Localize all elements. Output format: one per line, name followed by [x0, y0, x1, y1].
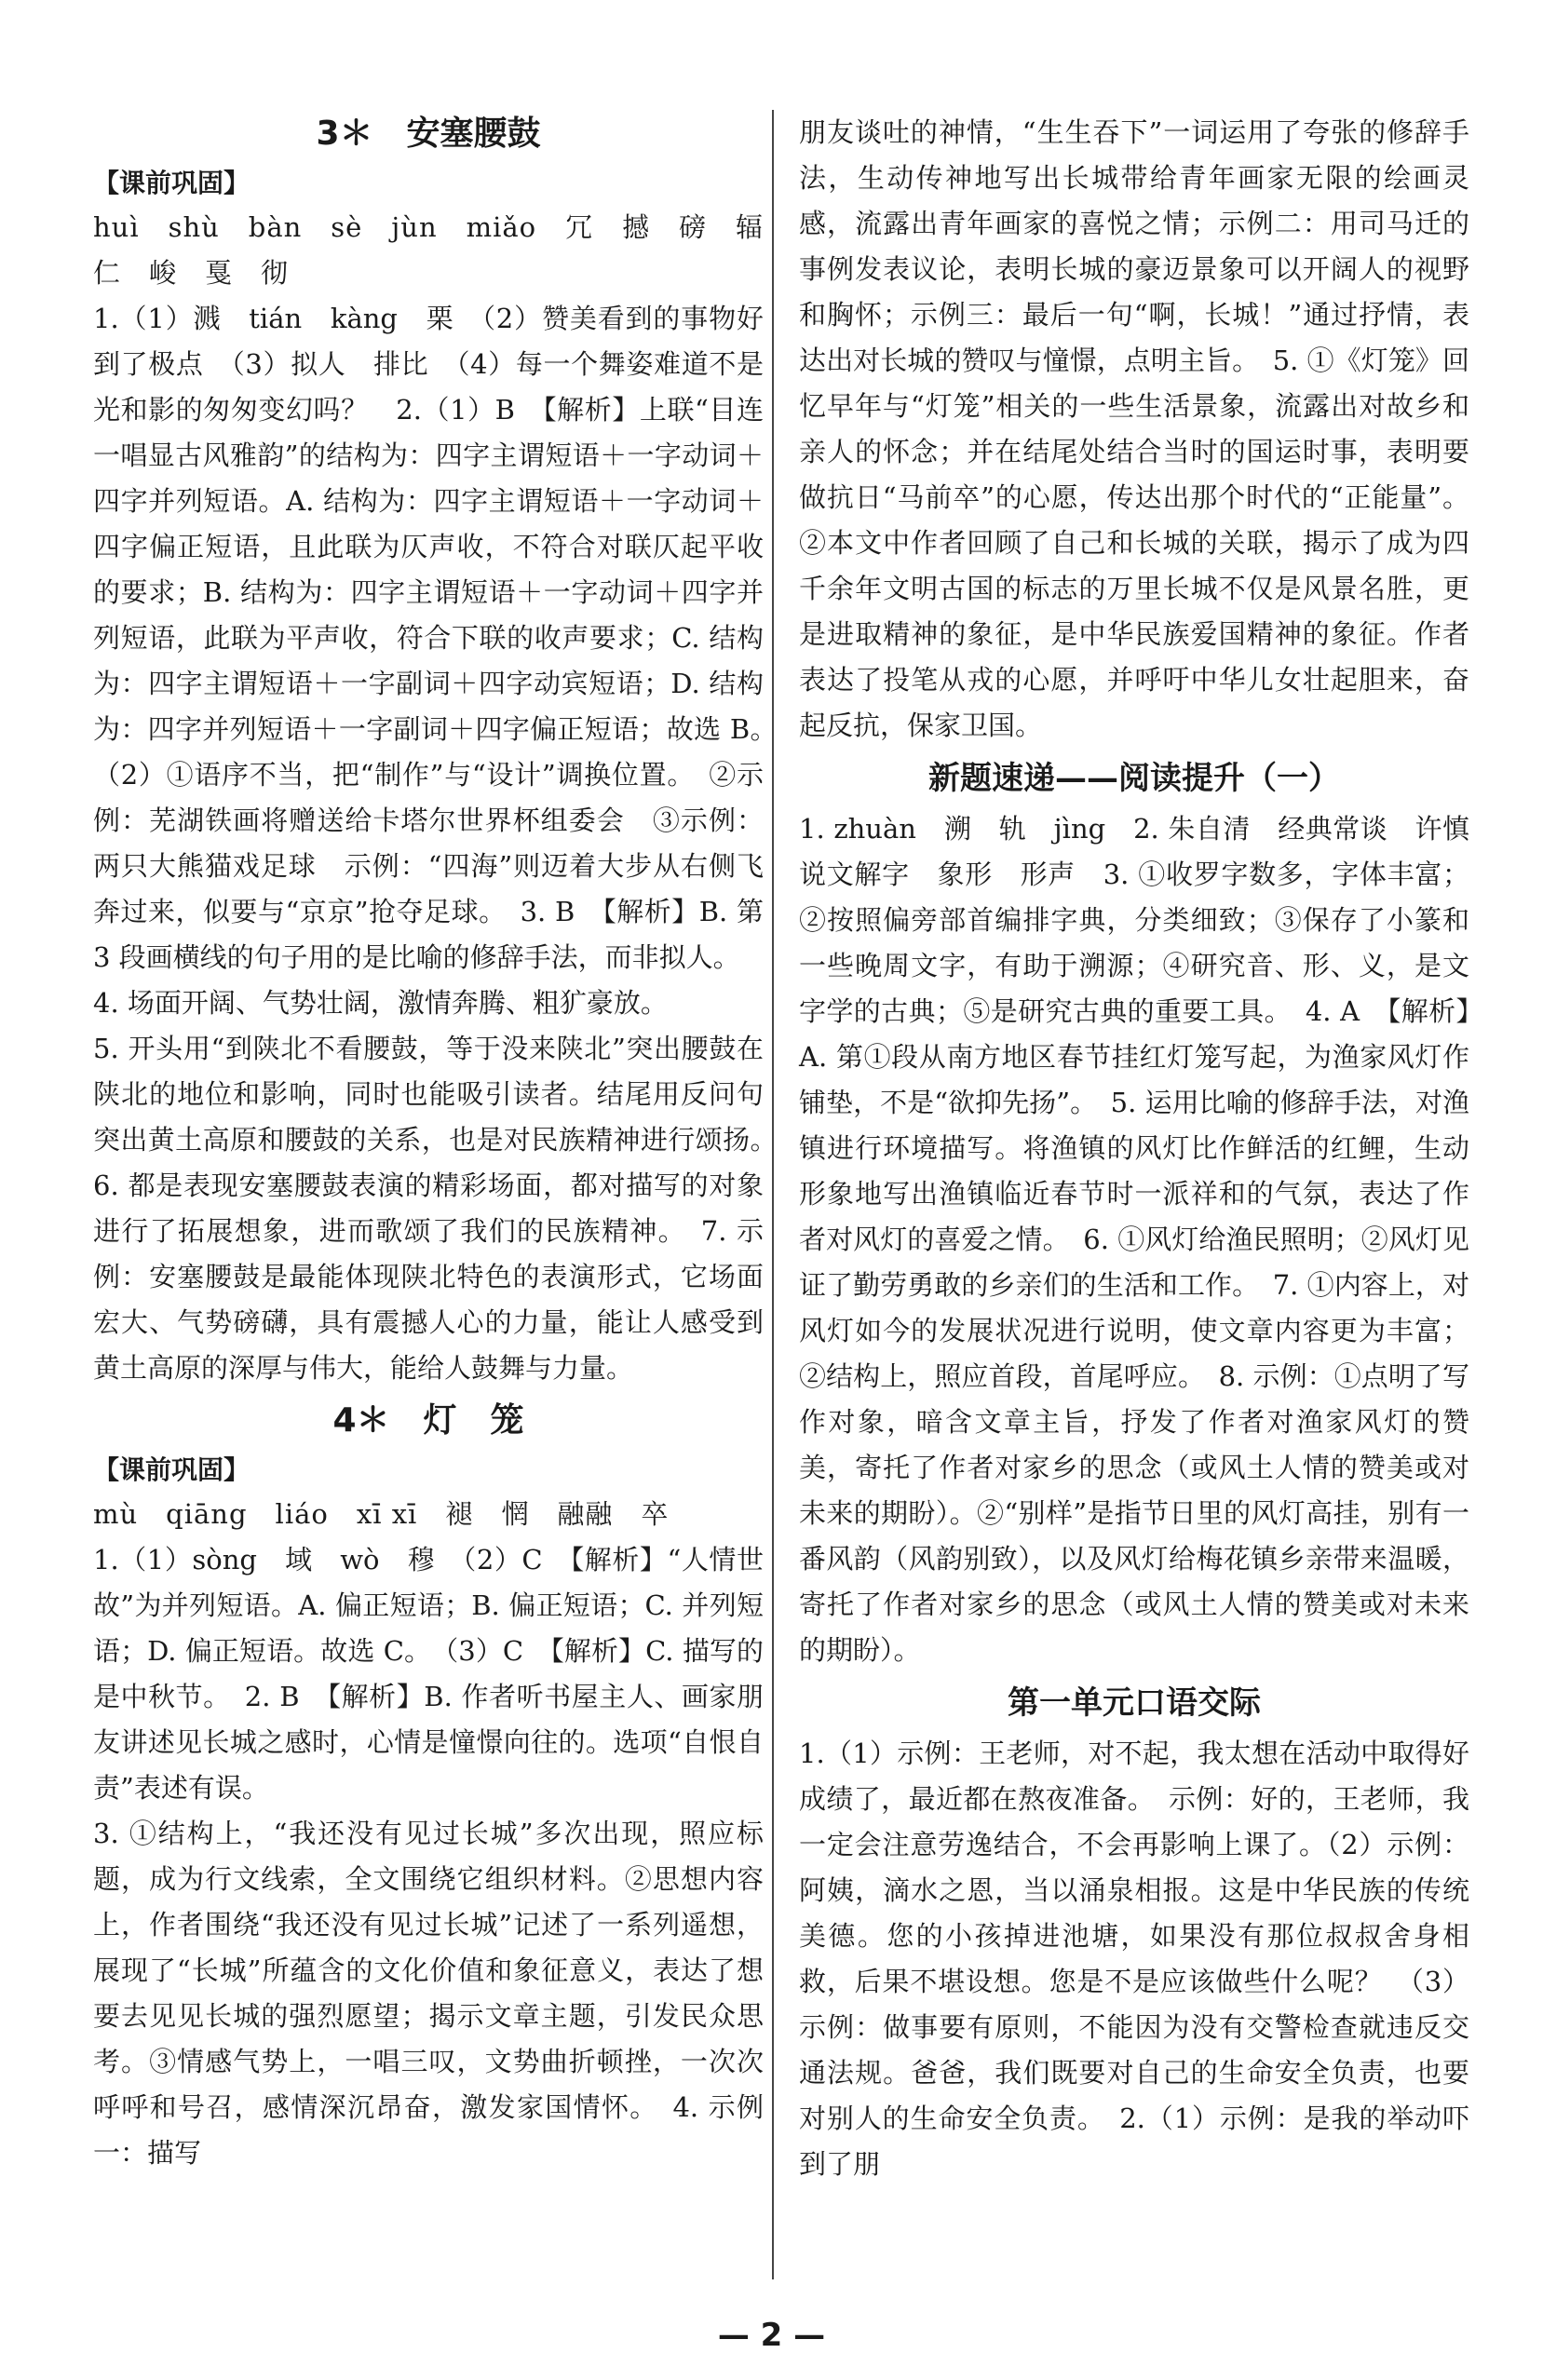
lesson-3-answers: 1.（1）溅 tián kàng 栗 （2）赞美看到的事物好到了极点 （3）拟人 排比 （4）每一个舞姿难道不是光和影的匆匆变幻吗？ 2.（1）B 【解析】上联“目连一唱显古风雅韵”的结构为：四字主谓短语＋一字动词＋四字并列短语。A. 结构为：四字主谓短语＋一字动词＋四字偏正短语，且此联为仄声收，不符合对联仄起平收的要求；B. 结构为：四字主谓短语＋一字动词＋四字并列短语，此联为平声收，符合下联的收声要求；C. 结构为：四字主谓短语＋一字副词＋四字动宾短语；D. 结构为：四字并列短语＋一字副词＋四字偏正短语；故选 B。 （2）①语序不当，把“制作”与“设计”调换位置。 ②示例：芜湖铁画将赠送给卡塔尔世界杯组委会 ③示例：两只大熊猫戏足球 示例：“四海”则迈着大步从右侧飞奔过来，似要与“京京”抢夺足球。 3. B 【解析】B. 第 3 段画横线的句子用的是比喻的修辞手法，而非拟人。 — [93, 303, 792, 973]
right-column — [799, 110, 1497, 2187]
lesson-4-answers: 1.（1）sòng 域 wò 穆 （2）C 【解析】“人情世故”为并列短语。A. 偏正短语；B. 偏正短语；C. 并列短语；D. 偏正短语。故选 C。 （3）C 【解析】C. 描写的是中秋节。 2. B 【解析】B. 作者听书屋主人、画家朋友讲述见长城之感时，心情是憧憬向往的。选项“自恨自责”表述有误。 — [93, 1544, 764, 1804]
column-divider — [772, 110, 774, 2279]
reading-section-title: 新题速递——阅读提升（一） — [928, 760, 1340, 797]
lesson-3-q5: 5. 开头用“到陕北不看腰鼓，等于没来陕北”突出腰鼓在陕北的地位和影响，同时也能吸引读者。结尾用反问句突出黄土高原和腰鼓的关系，也是对民族精神进行颂扬。 6. 都是表现安塞腰鼓表演的精彩场面，都对描写的对象进行了拓展想象，进而歌颂了我们的民族精神。 7. 示例：安塞腰鼓是最能体现陕北特色的表演形式，它场面宏大、气势磅礴，具有震撼人心的力量，能让人感受到黄土高原的深厚与伟大，能给人鼓舞与力量。 — [93, 1033, 792, 1384]
lesson-3-pinyin: huì shù bàn sè jùn miǎo 冗 撼 磅 辐 仁 峻 戛 彻 — [93, 211, 792, 289]
lesson-4-continued: 朋友谈吐的神情，“生生吞下”一词运用了夸张的修辞手法，生动传神地写出长城带给青年画家无限的绘画灵感，流露出青年画家的喜悦之情；示例二：用司马迁的事例发表议论，表明长城的豪迈景象可以开阔人的视野和胸怀；示例三：最后一句“啊，长城！”通过抒情，表达出对长城的赞叹与憧憬，点明主旨。 5. ①《灯笼》回忆早年与“灯笼”相关的一些生活景象，流露出对故乡和亲人的怀念；并在结尾处结合当时的国运时事，表明要做抗日“马前卒”的心愿，传达出那个时代的“正能量”。②本文中作者回顾了自己和长城的关联，揭示了成为四千余年文明古国的标志的万里长城不仅是风景名胜，更是进取精神的象征，是中华民族爱国精神的象征。作者表达了投笔从戎的心愿，并呼吁中华儿女壮起胆来，奋起反抗，保家卫国。 — [799, 116, 1469, 741]
lesson-4-title: 4＊ 灯 笼 — [332, 1401, 524, 1440]
page-number: — 2 — — [717, 2317, 826, 2354]
oral-answers: 1.（1）示例：王老师，对不起，我太想在活动中取得好成绩了，最近都在熬夜准备。 示例：好的，王老师，我一定会注意劳逸结合，不会再影响上课了。（2）示例：阿姨，滴水之恩，当以涌泉相报。这是中华民族的传统美德。您的小孩掉进池塘，如果没有那位叔叔舍身相救，后果不堪设想。您是不是应该做些什么呢？ （3）示例：做事要有原则，不能因为没有交警检查就违反交通法规。爸爸，我们既要对自己的生命安全负责，也要对别人的生命安全负责。 2.（1）示例：是我的举动吓到了朋 — [799, 1738, 1469, 2180]
lesson-4-q3: 3. ①结构上，“我还没有见过长城”多次出现，照应标题，成为行文线索，全文围绕它组织材料。②思想内容上，作者围绕“我还没有见过长城”记述了一系列遥想，展现了“长城”所蕴含的文化价值和象征意义，表达了想要去见见长城的强烈愿望；揭示文章主题，引发民众思考。③情感气势上，一唱三叹，文势曲折顿挫，一次次呼呼和号召，感情深沉昂奋，激发家国情怀。 4. 示例一：描写 — [93, 1818, 764, 2169]
lesson-4-subhead: 【课前巩固】 — [93, 1454, 250, 1485]
oral-section-title: 第一单元口语交际 — [1008, 1684, 1261, 1722]
lesson-3-subhead: 【课前巩固】 — [93, 168, 250, 198]
lesson-3-q4: 4. 场面开阔、气势壮阔，激情奔腾、粗犷豪放。 — [93, 987, 668, 1019]
lesson-3-title: 3＊ 安塞腰鼓 — [316, 115, 541, 153]
left-column — [93, 104, 792, 2176]
reading-answers: 1. zhuàn 溯 轨 jìng 2. 朱自清 经典常谈 许慎 说文解字 象形 形声 3. ①收罗字数多，字体丰富；②按照偏旁部首编排字典，分类细致；③保存了小篆和一些晚周文字，有助于溯源；④研究音、形、义，是文字学的古典；⑤是研究古典的重要工具。 4. A 【解析】A. 第①段从南方地区春节挂红灯笼写起，为渔家风灯作铺垫，不是“欲抑先扬”。 5. 运用比喻的修辞手法，对渔镇进行环境描写。将渔镇的风灯比作鲜活的红鲤，生动形象地写出渔镇临近春节时一派祥和的气氛，表达了作者对风灯的喜爱之情。 6. ①风灯给渔民照明；②风灯见证了勤劳勇敢的乡亲们的生活和工作。 7. ①内容上，对风灯如今的发展状况进行说明，使文章内容更为丰富；②结构上，照应首段，首尾呼应。 8. 示例：①点明了写作对象，暗含文章主旨，抒发了作者对渔家风灯的赞美，寄托了作者对家乡的思念（或风土人情的赞美或对未来的期盼）。②“别样”是指节日里的风灯高挂，别有一番风韵（风韵别致），以及风灯给梅花镇乡亲带来温暖，寄托了作者对家乡的思念（或风土人情的赞美或对未来的期盼）。 — [799, 813, 1497, 1666]
lesson-4-pinyin: mù qiāng liáo xī xī 褪 惘 融融 卒 — [93, 1498, 670, 1530]
